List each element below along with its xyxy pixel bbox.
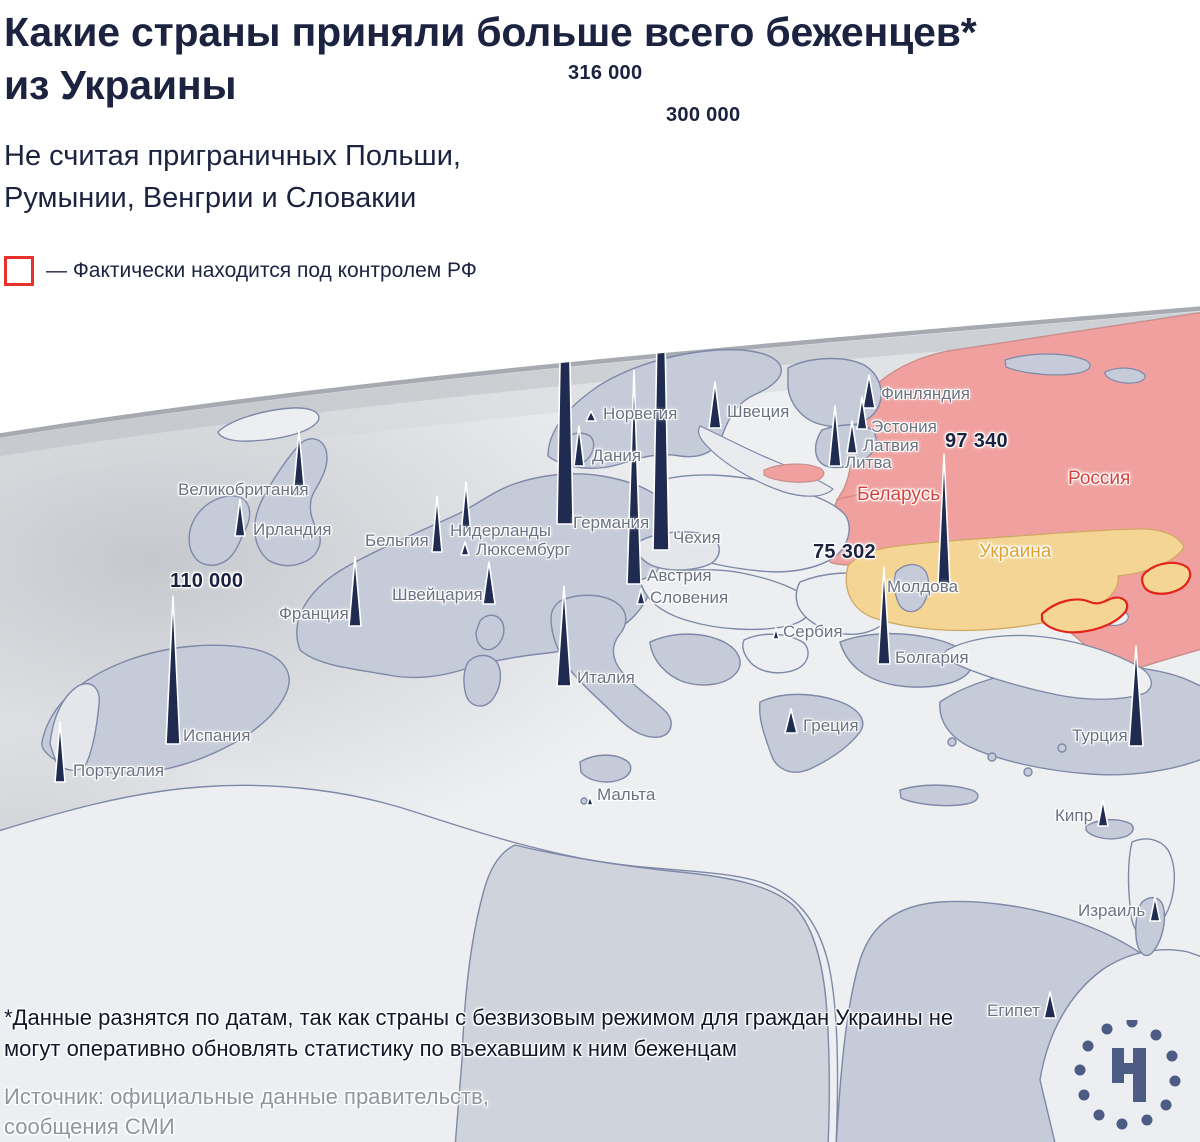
country-label-belgium: Бельгия xyxy=(365,531,429,550)
region-sicily xyxy=(580,755,631,782)
header xyxy=(4,6,976,219)
country-label-lithuania: Литва xyxy=(845,453,892,472)
aegean-island xyxy=(1058,744,1066,752)
country-label-france: Франция xyxy=(279,604,349,623)
source xyxy=(4,1082,489,1142)
country-label-sweden: Швеция xyxy=(727,402,790,421)
country-label-slovenia: Словения xyxy=(650,588,729,607)
country-label-switzerland: Швейцария xyxy=(392,585,483,604)
subtitle-line-1: Не считая приграничных Польши, xyxy=(4,139,461,172)
aegean-island xyxy=(988,753,996,761)
value-label-germany: 316 000 xyxy=(568,62,643,84)
title-line-2: из Украины xyxy=(4,62,237,109)
country-label-moldova: Молдова xyxy=(887,577,959,596)
country-label-norway: Норвегия xyxy=(603,404,678,423)
region-czechia xyxy=(637,532,720,570)
country-label-ireland: Ирландия xyxy=(253,520,332,539)
country-label-malta: Мальта xyxy=(597,785,656,804)
country-label-serbia: Сербия xyxy=(783,622,843,641)
country-label-cyprus: Кипр xyxy=(1055,806,1094,825)
country-label-spain: Испания xyxy=(183,726,251,745)
region-cyprus xyxy=(1086,820,1133,839)
country-label-germany: Германия xyxy=(573,513,650,532)
country-label-uk: Великобритания xyxy=(178,480,309,499)
country-label-turkey: Турция xyxy=(1072,726,1128,745)
value-label-bulgaria: 75 302 xyxy=(813,541,876,563)
country-label-portugal: Португалия xyxy=(73,761,165,780)
value-label-czechia: 300 000 xyxy=(666,104,741,126)
footnote: *Данные разнятся по датам, так как страны с безвизовым режимом для граждан Украины не могут оперативно обновлять статистику по въехавшим к ним беженцам xyxy=(4,1005,954,1061)
legend xyxy=(4,256,477,286)
region-label-belarus: Беларусь xyxy=(857,484,941,505)
rf-control-swatch-icon xyxy=(4,256,34,286)
source-line-2: сообщения СМИ xyxy=(4,1114,175,1139)
country-label-denmark: Дания xyxy=(592,446,642,465)
value-label-moldova: 97 340 xyxy=(945,430,1008,452)
country-label-israel: Израиль xyxy=(1078,901,1146,920)
country-label-netherlands: Нидерланды xyxy=(450,521,551,540)
page-title xyxy=(4,6,976,113)
region-label-ukraine: Украина xyxy=(979,541,1052,562)
legend-label: — Фактически находится под контролем РФ xyxy=(46,259,477,282)
country-label-italy: Италия xyxy=(577,668,635,687)
subtitle xyxy=(4,135,976,219)
title-line-1: Какие страны приняли больше всего беженцев* xyxy=(4,9,977,55)
source-line-1: Источник: официальные данные правительств, xyxy=(4,1084,489,1109)
country-label-egypt: Египет xyxy=(987,1001,1040,1020)
country-label-finland: Финляндия xyxy=(881,384,970,403)
region-label-russia: Россия xyxy=(1068,468,1131,489)
country-label-bulgaria: Болгария xyxy=(895,648,969,667)
region-moldova xyxy=(894,565,928,612)
country-label-greece: Греция xyxy=(803,716,859,735)
country-label-latvia: Латвия xyxy=(863,436,919,455)
aegean-island xyxy=(948,738,956,746)
subtitle-line-2: Румынии, Венгрии и Словакии xyxy=(4,181,417,214)
region-malta xyxy=(581,798,587,804)
country-label-luxembourg: Люксембург xyxy=(476,540,571,559)
country-label-austria: Австрия xyxy=(647,566,712,585)
aegean-island xyxy=(1024,768,1032,776)
country-label-czechia: Чехия xyxy=(673,528,721,547)
country-label-estonia: Эстония xyxy=(871,417,937,436)
value-label-spain: 110 000 xyxy=(170,570,244,592)
publisher-logo-icon xyxy=(1072,1020,1192,1140)
